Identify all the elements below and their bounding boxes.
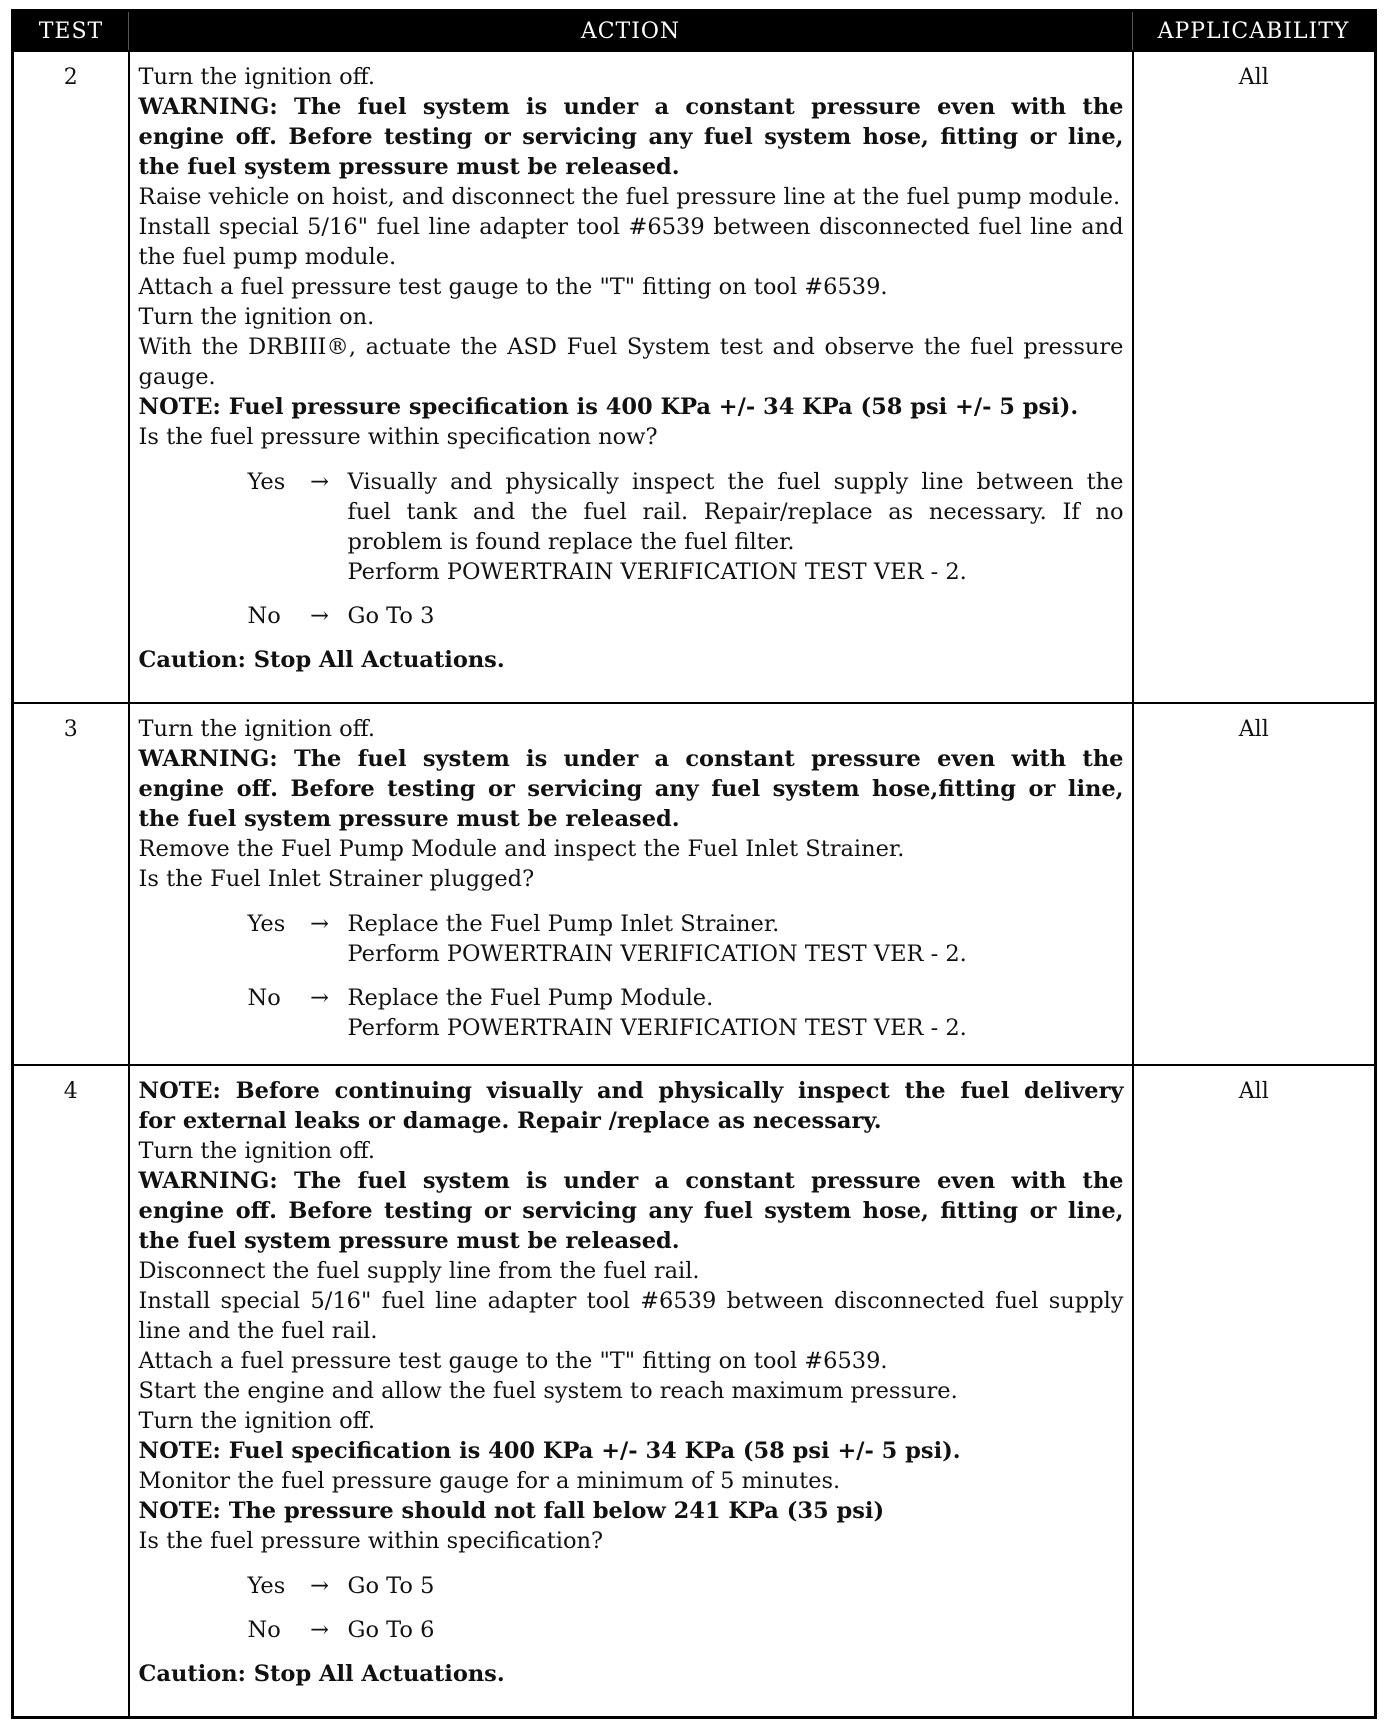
action-line: gauge. — [138, 364, 216, 390]
arrow-right-icon: → — [310, 911, 329, 937]
arrow-right-icon: → — [310, 603, 329, 629]
result-line: problem is found replace the fuel filter. — [347, 529, 795, 555]
action-warning-line: NOTE: The pressure should not fall below 241 KPa (35 psi) — [138, 1498, 885, 1524]
action-warning-line: engine off. Before testing or servicing any fuel system hose, fitting or line, — [138, 1198, 1124, 1224]
action-line: Turn the ignition off. — [138, 716, 375, 742]
caution-note: Caution: Stop All Actuations. — [138, 647, 505, 673]
result-line: Replace the Fuel Pump Module. — [347, 985, 714, 1011]
action-warning-line: NOTE: Before continuing visually and physically inspect the fuel delivery — [138, 1078, 1124, 1104]
answer-label: No — [247, 985, 281, 1011]
answer-label: Yes — [247, 1573, 286, 1599]
action-line: line and the fuel rail. — [138, 1318, 378, 1344]
answer-result — [348, 467, 1124, 587]
action-line: Attach a fuel pressure test gauge to the "T" fitting on tool #6539. — [138, 1348, 888, 1374]
action-line: Remove the Fuel Pump Module and inspect the Fuel Inlet Strainer. — [138, 836, 905, 862]
answer-result — [348, 1615, 1124, 1645]
action-line: Turn the ignition off. — [138, 1408, 375, 1434]
table-row — [13, 51, 1376, 703]
table-row — [13, 703, 1376, 1065]
answer-result — [348, 601, 1124, 631]
action-line: Turn the ignition off. — [138, 64, 375, 90]
result-line: Replace the Fuel Pump Inlet Strainer. — [347, 911, 780, 937]
answer-label: No — [247, 1617, 281, 1643]
answer-branch — [248, 1615, 1124, 1645]
arrow-right-icon: → — [310, 1617, 329, 1643]
action-line: Is the Fuel Inlet Strainer plugged? — [138, 866, 535, 892]
table-row — [13, 1065, 1376, 1717]
result-line: Go To 5 — [347, 1573, 435, 1599]
action-warning-line: WARNING: The fuel system is under a constant pressure even with the — [138, 746, 1124, 772]
action-warning-line: the fuel system pressure must be released. — [138, 1228, 680, 1254]
action-line: Turn the ignition off. — [138, 1138, 375, 1164]
test-number: 4 — [13, 1065, 129, 1717]
result-line: Visually and physically inspect the fuel supply line between the — [347, 469, 1124, 495]
action-line: Start the engine and allow the fuel system to reach maximum pressure. — [138, 1378, 958, 1404]
result-line: Go To 6 — [347, 1617, 435, 1643]
answer-result — [348, 983, 1124, 1043]
action-line: Raise vehicle on hoist, and disconnect the fuel pressure line at the fuel pump module. — [138, 184, 1121, 210]
caution-note: Caution: Stop All Actuations. — [138, 1661, 505, 1687]
action-line: Attach a fuel pressure test gauge to the "T" fitting on tool #6539. — [138, 274, 888, 300]
applicability-value: All — [1133, 51, 1376, 703]
result-line: fuel tank and the fuel rail. Repair/replace as necessary. If no — [347, 499, 1124, 525]
action-line: Install special 5/16" fuel line adapter tool #6539 between disconnected fuel supply — [138, 1288, 1124, 1314]
action-warning-line: the fuel system pressure must be released. — [138, 806, 680, 832]
answer-branch — [248, 467, 1124, 587]
table-body — [13, 51, 1376, 1717]
test-number: 3 — [13, 703, 129, 1065]
arrow-right-icon: → — [310, 1573, 329, 1599]
action-cell — [129, 1065, 1133, 1717]
action-line: With the DRBIII®, actuate the ASD Fuel System test and observe the fuel pressure — [138, 334, 1124, 360]
action-warning-line: engine off. Before testing or servicing any fuel system hose, fitting or line, — [138, 124, 1124, 150]
action-line: Install special 5/16" fuel line adapter tool #6539 between disconnected fuel line and — [138, 214, 1124, 240]
answer-branch — [248, 601, 1124, 631]
applicability-value: All — [1133, 1065, 1376, 1717]
answer-result — [348, 909, 1124, 969]
arrow-right-icon: → — [310, 469, 329, 495]
test-number: 2 — [13, 51, 129, 703]
result-line: Perform POWERTRAIN VERIFICATION TEST VER - 2. — [347, 941, 967, 967]
action-warning-line: WARNING: The fuel system is under a constant pressure even with the — [138, 1168, 1124, 1194]
action-warning-line: NOTE: Fuel pressure specification is 400 KPa +/- 34 KPa (58 psi +/- 5 psi). — [138, 394, 1079, 420]
answer-label: Yes — [247, 911, 286, 937]
action-cell — [129, 703, 1133, 1065]
action-warning-line: WARNING: The fuel system is under a constant pressure even with the — [138, 94, 1124, 120]
action-line: Is the fuel pressure within specification now? — [138, 424, 658, 450]
action-warning-line: NOTE: Fuel specification is 400 KPa +/- 34 KPa (58 psi +/- 5 psi). — [138, 1438, 961, 1464]
header-applicability: APPLICABILITY — [1133, 11, 1376, 52]
result-line: Perform POWERTRAIN VERIFICATION TEST VER - 2. — [347, 1015, 967, 1041]
arrow-right-icon: → — [310, 985, 329, 1011]
action-warning-line: for external leaks or damage. Repair /replace as necessary. — [138, 1108, 882, 1134]
table-header-row — [13, 11, 1376, 52]
result-line: Perform POWERTRAIN VERIFICATION TEST VER - 2. — [347, 559, 967, 585]
action-line: Monitor the fuel pressure gauge for a minimum of 5 minutes. — [138, 1468, 841, 1494]
answer-branch — [248, 1571, 1124, 1601]
answer-branch — [248, 983, 1124, 1043]
action-line: Is the fuel pressure within specification? — [138, 1528, 604, 1554]
action-line: Turn the ignition on. — [138, 304, 375, 330]
answer-branch — [248, 909, 1124, 969]
answer-label: Yes — [247, 469, 286, 495]
test-procedure-table — [11, 9, 1377, 1719]
answer-result — [348, 1571, 1124, 1601]
header-action: ACTION — [129, 11, 1133, 52]
action-cell — [129, 51, 1133, 703]
applicability-value: All — [1133, 703, 1376, 1065]
action-line: Disconnect the fuel supply line from the fuel rail. — [138, 1258, 700, 1284]
action-warning-line: the fuel system pressure must be released. — [138, 154, 680, 180]
header-test: TEST — [13, 11, 129, 52]
result-line: Go To 3 — [347, 603, 435, 629]
answer-label: No — [247, 603, 281, 629]
action-line: the fuel pump module. — [138, 244, 397, 270]
action-warning-line: engine off. Before testing or servicing any fuel system hose,fitting or line, — [138, 776, 1124, 802]
